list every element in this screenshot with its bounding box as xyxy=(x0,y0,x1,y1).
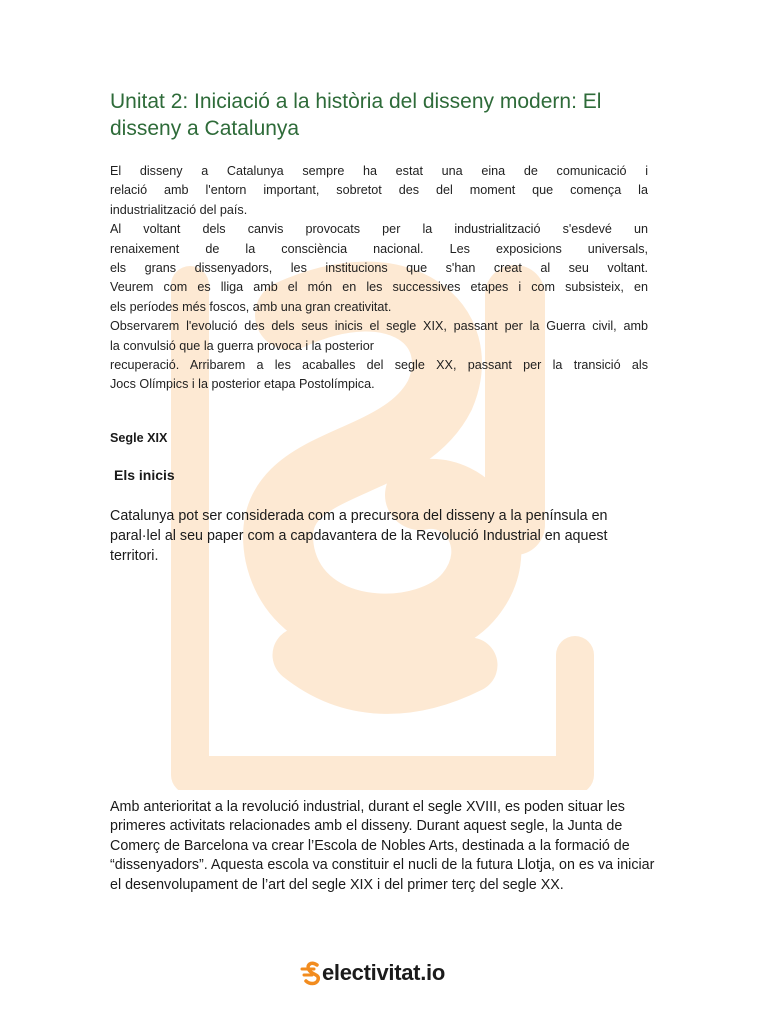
intro-line: els grans dissenyadors, les institucions que s'han creat al seu voltant. xyxy=(110,261,648,276)
intro-line: els períodes més foscos, amb una gran creativitat. xyxy=(110,299,392,314)
intro-line: la convulsió que la guerra provoca i la posterior xyxy=(110,338,374,353)
intro-line: Observarem l'evolució des dels seus inicis el segle XIX, passant per la Guerra civil, amb xyxy=(110,319,648,334)
section-heading-segle-xix: Segle XIX xyxy=(110,431,168,445)
footer-logo xyxy=(300,958,445,988)
intro-line: Al voltant dels canvis provocats per la industrialització s'esdevé un xyxy=(110,222,648,237)
brand-name: electivitat.io xyxy=(322,960,445,985)
subsection-heading-els-inicis: Els inicis xyxy=(114,467,175,483)
intro-line: El disseny a Catalunya sempre ha estat una eina de comunicació i xyxy=(110,164,648,178)
intro-line: recuperació. Arribarem a les acaballes del segle XX, passant per la transició als xyxy=(110,358,648,373)
intro-line: industrialització del país. xyxy=(110,202,248,217)
intro-line: Veurem com es lliga amb el món en les successives etapes i com subsisteix, en xyxy=(110,280,648,295)
intro-line: renaixement de la consciència nacional. Les exposicions universals, xyxy=(110,241,648,256)
page-title: Unitat 2: Iniciació a la història del disseny modern: El disseny a Catalunya xyxy=(110,90,602,140)
intro-line: Jocs Olímpics i la posterior etapa Postolímpica. xyxy=(110,377,375,392)
selectivitat-s-icon xyxy=(300,959,322,987)
body-paragraph-catalunya: Catalunya pot ser considerada com a precursora del disseny a la península en paral·lel al seu paper com a capdavantera de la Revolució Industrial en aquest territori. xyxy=(110,508,608,564)
intro-paragraph xyxy=(110,162,648,395)
intro-line: relació amb l'entorn important, sobretot des del moment que comença la xyxy=(110,183,648,198)
body-paragraph-anterioritat: Amb anterioritat a la revolució industrial, durant el segle XVIII, es poden situar les primeres activitats relacionades amb el disseny. Durant aquest segle, la Junta de Comerç de Barcelona va crear l’Escola de Nobles Arts, destinada a la formació de “dissenyadors”. Aquesta escola va constituir el nucli de la futura Llotja, on es va iniciar el desenvolupament de l’art del segle XIX i del primer terç del segle XX. xyxy=(110,799,655,893)
